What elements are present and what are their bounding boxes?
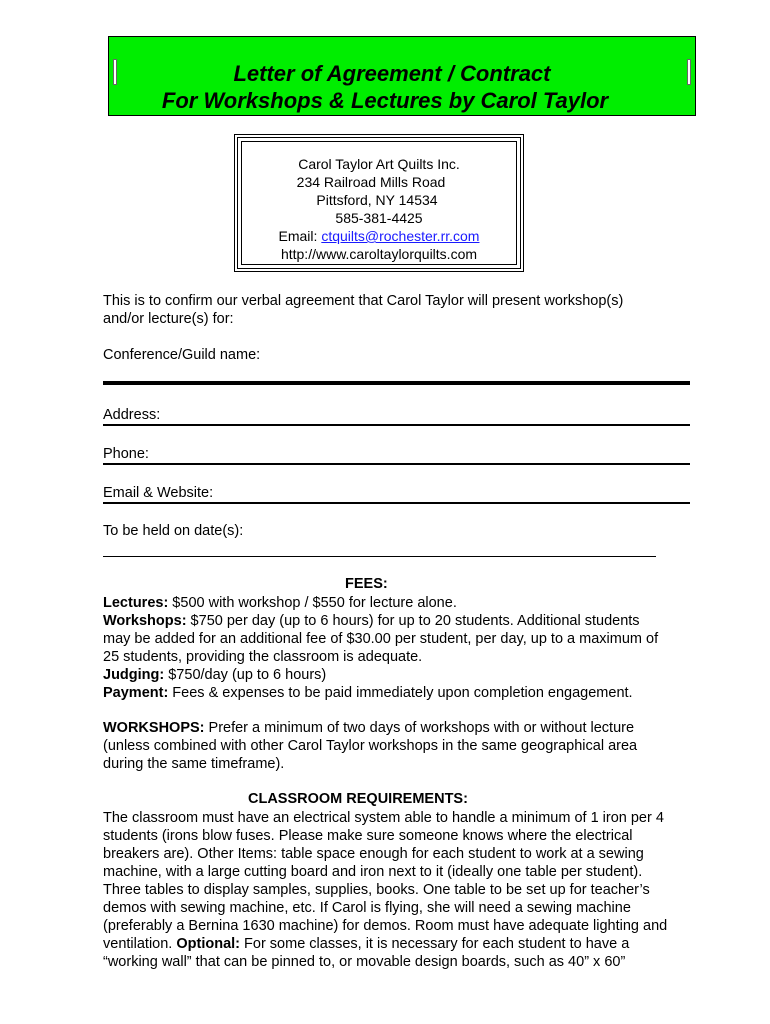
lectures-text: $500 with workshop / $550 for lecture alone. [168,595,457,611]
guild-name-label: Conference/Guild name: [103,347,261,363]
intro-line-1: This is to confirm our verbal agreement that Carol Taylor will present workshop(s) [103,293,624,309]
dates-label: To be held on date(s): [103,523,244,539]
fees-workshops-line-3: 25 students, providing the classroom is adequate. [103,649,423,665]
title-banner [108,36,696,116]
payment-text: Fees & expenses to be paid immediately upon completion engagement. [168,685,633,701]
workshops-line-1 [103,719,634,737]
company-name: Carol Taylor Art Quilts Inc. [298,156,460,172]
title-line-1: Letter of Agreement / Contract [233,61,551,86]
address-field[interactable] [103,424,690,426]
email-label: Email: [278,228,322,244]
intro-line-2: and/or lecture(s) for: [103,311,234,327]
phone-label: Phone: [103,446,149,462]
banner-right-marker [687,59,691,85]
address-box [234,134,524,272]
workshops-label: Workshops: [103,613,187,629]
workshops-section-text: Prefer a minimum of two days of workshops with or without lecture [204,720,635,736]
fees-lectures [103,594,457,612]
judging-text: $750/day (up to 6 hours) [164,667,327,683]
fees-heading: FEES: [345,576,388,592]
workshops-line-2: (unless combined with other Carol Taylor workshops in the same geographical area [103,738,638,754]
street-address: 234 Railroad Mills Road [296,174,446,190]
classroom-heading: CLASSROOM REQUIREMENTS: [248,791,468,807]
optional-text: For some classes, it is necessary for each student to have a [240,936,630,952]
payment-label: Payment: [103,685,169,701]
classroom-line: breakers are). Other Items: table space enough for each student to work at a sewing [103,846,644,862]
website: http://www.caroltaylorquilts.com [280,246,478,262]
classroom-line: Three tables to display samples, supplies, books. One table to be set up for teacher’s [103,882,650,898]
classroom-line: The classroom must have an electrical system able to handle a minimum of 1 iron per 4 [103,810,664,826]
email-website-label: Email & Website: [103,485,214,501]
ventilation-text: ventilation. [103,936,177,952]
fees-workshops [103,612,640,630]
fees-payment [103,684,633,702]
title-line-2: For Workshops & Lectures by Carol Taylor [161,88,609,113]
workshops-text: $750 per day (up to 6 hours) for up to 20 students. Additional students [186,613,640,629]
fees-judging [103,666,326,684]
phone-field[interactable] [103,463,690,465]
fees-workshops-line-2: may be added for an additional fee of $30.00 per student, per day, up to a maximum of [103,631,659,647]
classroom-line: (preferably a Bernina 1630 machine) for demos. Room must have adequate lighting and [103,918,668,934]
classroom-final-line: “working wall” that can be pinned to, or movable design boards, such as 40” x 60” [103,954,626,970]
classroom-line: machine, with a large cutting board and iron next to it (ideally one table per student). [103,864,643,880]
address-label: Address: [103,407,161,423]
workshops-line-3: during the same timeframe). [103,756,285,772]
classroom-line: students (irons blow fuses. Please make sure someone knows where the electrical [103,828,633,844]
phone-number: 585-381-4425 [335,210,423,226]
optional-label: Optional: [176,936,240,952]
classroom-optional-line [103,935,629,953]
email-line [238,228,520,244]
judging-label: Judging: [103,667,165,683]
email-website-field[interactable] [103,502,690,504]
guild-name-field[interactable] [103,381,690,385]
dates-field[interactable] [103,556,656,557]
lectures-label: Lectures: [103,595,169,611]
classroom-line: demos with sewing machine, etc. If Carol is flying, she will need a sewing machine [103,900,631,916]
city-state-zip: Pittsford, NY 14534 [316,192,438,208]
email-link[interactable]: ctquilts@rochester.rr.com [321,228,480,244]
workshops-section-label: WORKSHOPS: [103,720,205,736]
